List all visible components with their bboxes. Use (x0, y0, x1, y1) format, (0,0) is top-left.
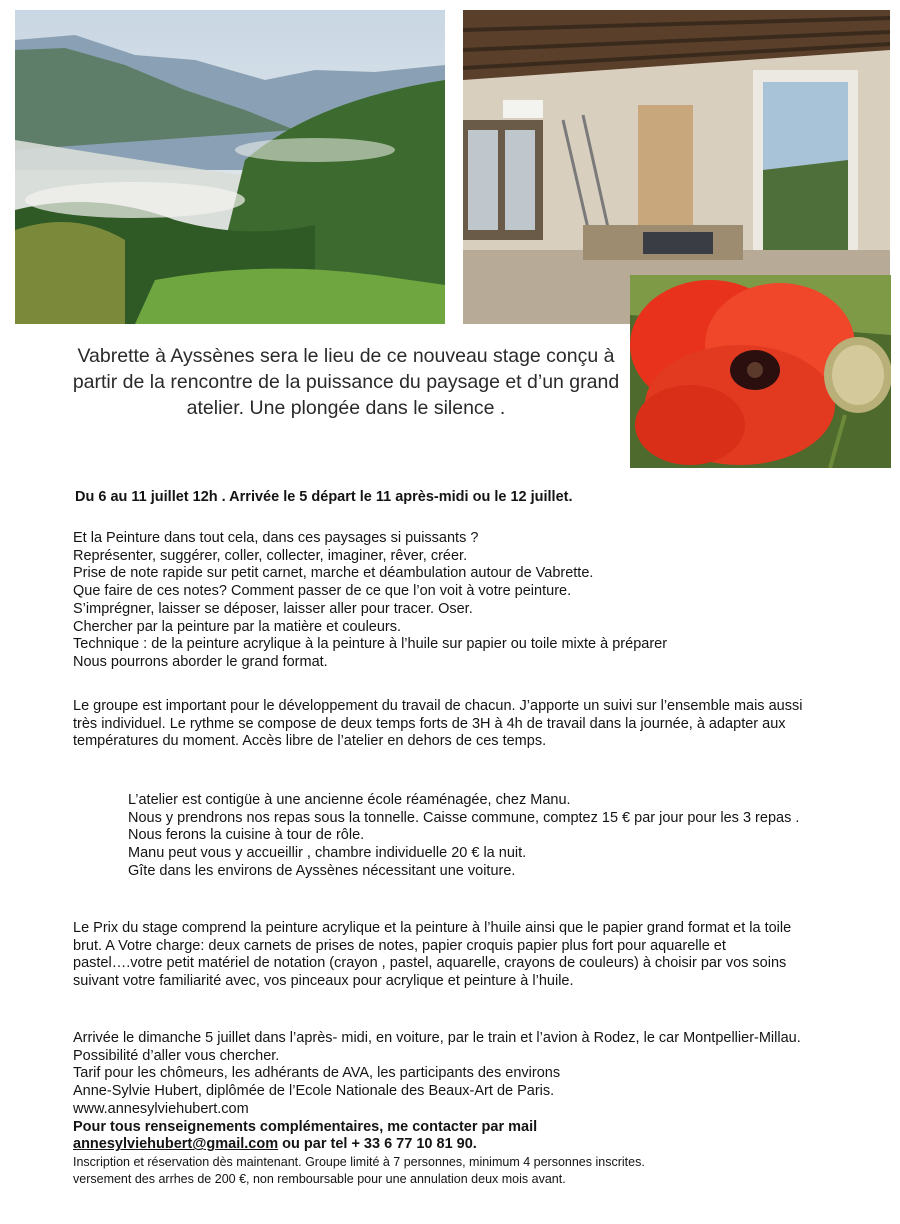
atelier-line: Gîte dans les environs de Ayssènes nécessitant une voiture. (128, 862, 516, 879)
contact-line (73, 1136, 818, 1154)
contact-intro: Pour tous renseignements complémentaires, me contacter par mail (73, 1118, 538, 1135)
tariff-text: Tarif pour les chômeurs, les adhérants de AVA, les participants des environs (73, 1065, 561, 1082)
atelier-line: Manu peut vous y accueillir , chambre individuelle 20 € la nuit. (128, 845, 527, 862)
website-link[interactable]: www.annesylviehubert.com (73, 1100, 249, 1117)
painting-line: S’imprégner, laisser se déposer, laisser aller pour tracer. Oser. (73, 600, 473, 617)
group-section (73, 698, 818, 751)
phone-text: ou par tel + 33 6 77 10 81 90. (278, 1136, 477, 1153)
poppy-photo (630, 275, 891, 468)
painting-line: Et la Peinture dans tout cela, dans ces paysages si puissants ? (73, 530, 479, 546)
painting-line: Représenter, suggérer, coller, collecter, imaginer, rêver, créer. (73, 547, 468, 564)
arrival-text: Arrivée le dimanche 5 juillet dans l’après- midi, en voiture, par le train et l’avion à Rodez, le car Montpellier-Millau. Possibilité d’aller vous chercher. (73, 1030, 801, 1064)
author-text: Anne-Sylvie Hubert, diplômée de l’Ecole Nationale des Beaux-Art de Paris. (73, 1083, 555, 1100)
info-section (73, 1030, 818, 1188)
atelier-line: L’atelier est contigüe à une ancienne école réaménagée, chez Manu. (128, 792, 571, 808)
atelier-line: Nous y prendrons nos repas sous la tonnelle. Caisse commune, comptez 15 € par jour pour les 3 repas . Nous ferons la cuisine à tour de rôle. (128, 809, 800, 844)
painting-line: Prise de note rapide sur petit carnet, marche et déambulation autour de Vabrette. (73, 565, 594, 582)
price-text: Le Prix du stage comprend la peinture acrylique et la peinture à l’huile ainsi que le papier grand format et la toile brut. A Votre charge: deux carnets de prises de notes, papier croquis papier plus fort pour aquarelle et pastel….votre petit matériel de notation (crayon , pastel, aquarelle, crayons de couleurs) à choisir par vos soins suivant votre familiarité avec, vos pinceaux pour acrylique et peinture à l’huile. (73, 920, 792, 990)
painting-line: Technique : de la peinture acrylique à la peinture à l’huile sur papier ou toile mixte à préparer (73, 636, 668, 653)
painting-line: Que faire de ces notes? Comment passer de ce que l’on voit à votre peinture. (73, 583, 572, 600)
deposit-text: versement des arrhes de 200 €, non remboursable pour une annulation deux mois avant. (73, 1171, 566, 1186)
atelier-section (128, 792, 818, 881)
landscape-photo (15, 10, 445, 324)
email-link[interactable]: annesylviehubert@gmail.com (73, 1136, 279, 1153)
painting-line: Nous pourrons aborder le grand format. (73, 653, 328, 670)
painting-section (73, 530, 818, 672)
registration-text: Inscription et réservation dès maintenant. Groupe limité à 7 personnes, minimum 4 personnes inscrites. (73, 1154, 645, 1169)
price-section (73, 920, 818, 991)
intro-text: Vabrette à Ayssènes sera le lieu de ce nouveau stage conçu à partir de la rencontre de la puissance du paysage et d’un grand atelier. Une plongée dans le silence . (72, 345, 620, 419)
group-text: Le groupe est important pour le développement du travail de chacun. J’apporte un suivi sur l’ensemble mais aussi très individuel. Le rythme se compose de deux temps forts de 3H à 4h de travail dans la journée, à adapter aux températures du moment. Accès libre de l’atelier en dehors de ces temps. (73, 698, 803, 750)
painting-line: Chercher par la peinture par la matière et couleurs. (73, 618, 402, 635)
stage-dates: Du 6 au 11 juillet 12h . Arrivée le 5 départ le 11 après-midi ou le 12 juillet. (75, 489, 573, 505)
